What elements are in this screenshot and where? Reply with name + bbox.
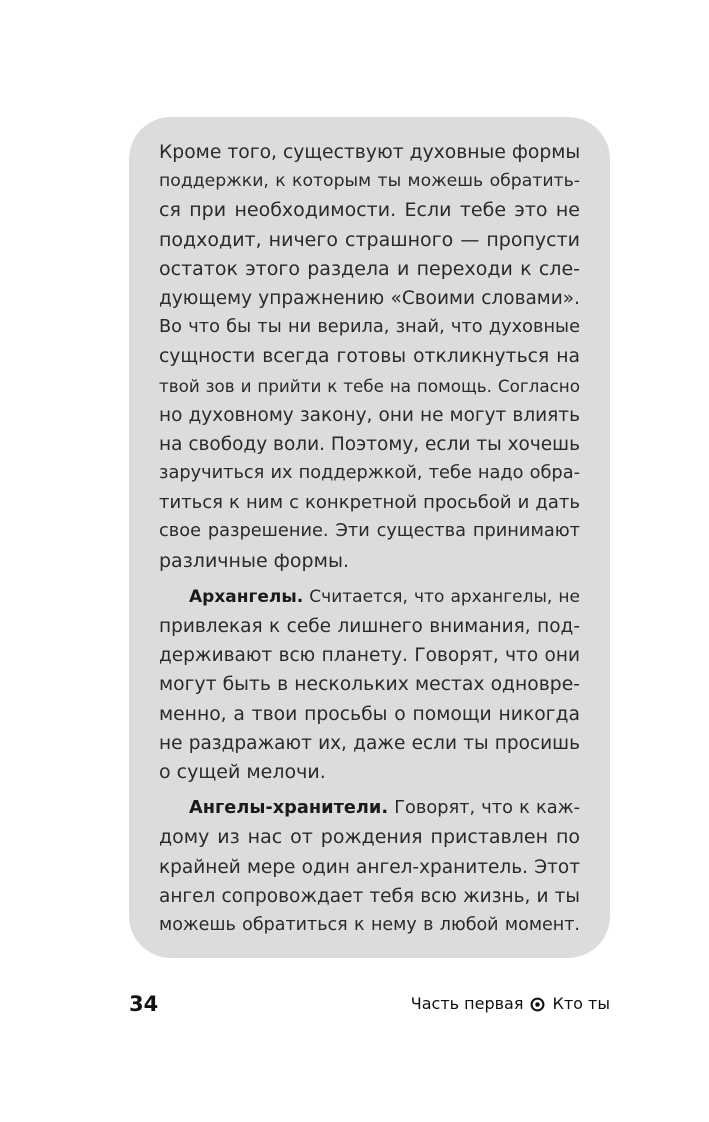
text-fragment: Говорят, что к каж- — [388, 798, 580, 819]
text-line: различные формы. — [159, 549, 349, 572]
page-footer — [129, 990, 610, 1018]
text-line: но духовному закону, они не могут влиять — [159, 404, 580, 426]
text-line: заручиться их поддержкой, тебе надо обра- — [159, 463, 580, 484]
text-line: привлекая к себе лишнего внимания, под- — [159, 616, 580, 637]
circled-dot-icon — [530, 997, 545, 1012]
text-line: можешь обратиться к нему в любой момент. — [159, 914, 580, 935]
chapter-title: Кто ты — [552, 994, 610, 1013]
text-line: не раздражают их, даже если ты просишь — [159, 732, 580, 754]
text-line: ангел сопровождает тебя всю жизнь, и ты — [159, 885, 580, 907]
page-number: 34 — [129, 992, 159, 1016]
text-line: дому из нас от рождения приставлен по — [159, 826, 580, 849]
text-line: могут быть в нескольких местах одновре- — [159, 674, 580, 696]
text-panel — [129, 117, 610, 958]
text-line: твой зов и прийти к тебе на помощь. Согласно — [159, 375, 580, 396]
text-fragment: Считается, что архангелы, не — [303, 586, 580, 607]
text-line: на свободу воли. Поэтому, если ты хочешь — [159, 433, 580, 455]
term-archangels: Архангелы. — [189, 586, 304, 607]
text-line: дующему упражнению «Своими словами». — [159, 287, 580, 309]
text-line: остаток этого раздела и переходи к сле- — [159, 257, 580, 280]
text-line: крайней мере один ангел-хранитель. Этот — [159, 856, 580, 878]
text-line: ся при необходимости. Если тебе это не — [159, 199, 580, 222]
paragraph-intro — [159, 138, 580, 576]
text-line: сущности всегда готовы откликнуться на — [159, 346, 580, 368]
text-line: Кроме того, существуют духовные формы — [159, 142, 580, 163]
text-line-with-term — [159, 583, 580, 612]
paragraph-guardian-angels — [159, 794, 580, 940]
text-line-with-term — [159, 794, 580, 823]
text-line: менно, а твои просьбы о помощи никогда — [159, 703, 580, 725]
part-title: Часть первая — [410, 994, 524, 1013]
text-line: поддержки, к которым ты можешь обратить- — [159, 171, 580, 192]
text-line: держивают всю планету. Говорят, что они — [159, 645, 580, 667]
text-line: подходит, ничего страшного — пропусти — [159, 228, 580, 251]
term-guardian-angels: Ангелы-хранители. — [189, 798, 389, 819]
text-line: о сущей мелочи. — [159, 760, 326, 783]
text-line: титься к ним с конкретной просьбой и дать — [159, 492, 580, 514]
text-line: Во что бы ты ни верила, знай, что духовные — [159, 317, 580, 338]
paragraph-archangels — [159, 583, 580, 787]
text-line: свое разрешение. Эти существа принимают — [159, 521, 580, 542]
running-head — [411, 990, 610, 1018]
